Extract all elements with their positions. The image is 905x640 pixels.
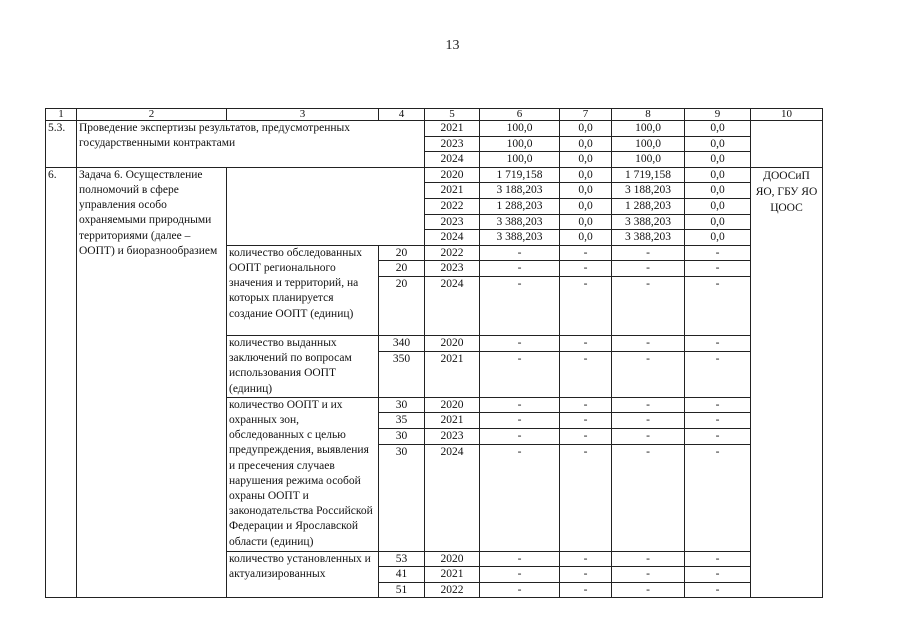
dash-cell: - — [685, 397, 751, 413]
page-number: 13 — [445, 38, 460, 53]
amount-cell: 100,0 — [480, 152, 560, 168]
indicator-value: 51 — [379, 582, 425, 598]
dash-cell: - — [685, 444, 751, 551]
indicator-value: 35 — [379, 413, 425, 429]
indicator-value: 20 — [379, 261, 425, 277]
dash-cell: - — [560, 567, 612, 583]
dash-cell: - — [685, 261, 751, 277]
year-cell: 2020 — [425, 551, 480, 567]
year-cell: 2024 — [425, 444, 480, 551]
dash-cell: - — [560, 428, 612, 444]
dash-cell: - — [685, 567, 751, 583]
indicator-value: 20 — [379, 276, 425, 335]
year-cell: 2023 — [425, 261, 480, 277]
dash-cell: - — [480, 444, 560, 551]
column-number: 4 — [379, 109, 425, 121]
dash-cell: - — [560, 397, 612, 413]
dash-cell: - — [480, 352, 560, 397]
dash-cell: - — [685, 245, 751, 261]
amount-cell: 3 388,203 — [612, 214, 685, 230]
indicator-value: 340 — [379, 335, 425, 351]
amount-cell: 0,0 — [560, 167, 612, 183]
dash-cell: - — [560, 245, 612, 261]
dash-cell: - — [480, 428, 560, 444]
amount-cell: 1 288,203 — [480, 198, 560, 214]
dash-cell: - — [480, 261, 560, 277]
year-cell: 2021 — [425, 352, 480, 397]
amount-cell: 0,0 — [685, 121, 751, 137]
dash-cell: - — [560, 582, 612, 598]
column-number: 10 — [751, 109, 823, 121]
year-cell: 2022 — [425, 582, 480, 598]
amount-cell: 0,0 — [685, 136, 751, 152]
dash-cell: - — [480, 551, 560, 567]
dash-cell: - — [560, 551, 612, 567]
year-cell: 2022 — [425, 198, 480, 214]
year-cell: 2020 — [425, 335, 480, 351]
dash-cell: - — [612, 261, 685, 277]
dash-cell: - — [685, 551, 751, 567]
amount-cell: 0,0 — [560, 183, 612, 199]
amount-cell: 1 719,158 — [480, 167, 560, 183]
column-number: 1 — [46, 109, 77, 121]
amount-cell: 3 188,203 — [480, 183, 560, 199]
program-table — [45, 108, 823, 598]
amount-cell: 0,0 — [685, 152, 751, 168]
dash-cell: - — [685, 582, 751, 598]
table-row — [46, 167, 823, 183]
year-cell: 2021 — [425, 183, 480, 199]
year-cell: 2021 — [425, 121, 480, 137]
activity-title: Проведение экспертизы результатов, предусмотренных государственными контрактами — [77, 121, 425, 168]
dash-cell: - — [480, 245, 560, 261]
amount-cell: 0,0 — [685, 198, 751, 214]
executor-cell: ДООСиП ЯО, ГБУ ЯО ЦООС — [751, 167, 823, 598]
column-number: 2 — [77, 109, 227, 121]
year-cell: 2023 — [425, 214, 480, 230]
indicator-label: количество выданных заключений по вопросам использования ООПТ (единиц) — [227, 335, 379, 397]
year-cell: 2020 — [425, 397, 480, 413]
dash-cell: - — [685, 428, 751, 444]
dash-cell: - — [612, 428, 685, 444]
indicator-label: количество обследованных ООПТ регионального значения и территорий, на которых планируется создание ООПТ (единиц) — [227, 245, 379, 335]
amount-cell: 100,0 — [612, 136, 685, 152]
amount-cell: 0,0 — [685, 230, 751, 246]
dash-cell: - — [612, 444, 685, 551]
amount-cell: 0,0 — [560, 152, 612, 168]
amount-cell: 3 188,203 — [612, 183, 685, 199]
row-number: 5.3. — [46, 121, 77, 168]
indicator-value: 53 — [379, 551, 425, 567]
dash-cell: - — [560, 352, 612, 397]
dash-cell: - — [612, 582, 685, 598]
dash-cell: - — [560, 444, 612, 551]
indicator-value: 41 — [379, 567, 425, 583]
task-title: Задача 6. Осуществление полномочий в сфере управления особо охраняемыми природными территориями (далее – ООПТ) и биоразнообразием — [77, 167, 227, 598]
dash-cell: - — [560, 335, 612, 351]
dash-cell: - — [480, 335, 560, 351]
column-number: 5 — [425, 109, 480, 121]
dash-cell: - — [560, 413, 612, 429]
indicator-label: количество установленных и актуализированных — [227, 551, 379, 598]
column-number-row — [46, 109, 823, 121]
dash-cell: - — [560, 276, 612, 335]
dash-cell: - — [685, 413, 751, 429]
indicator-value: 30 — [379, 444, 425, 551]
amount-cell: 0,0 — [560, 121, 612, 137]
column-number: 8 — [612, 109, 685, 121]
year-cell: 2023 — [425, 136, 480, 152]
year-cell: 2021 — [425, 567, 480, 583]
amount-cell: 0,0 — [560, 230, 612, 246]
amount-cell: 0,0 — [560, 214, 612, 230]
year-cell: 2021 — [425, 413, 480, 429]
amount-cell: 100,0 — [480, 121, 560, 137]
column-number: 7 — [560, 109, 612, 121]
year-cell: 2024 — [425, 152, 480, 168]
dash-cell: - — [685, 335, 751, 351]
year-cell: 2023 — [425, 428, 480, 444]
amount-cell: 100,0 — [612, 121, 685, 137]
dash-cell: - — [612, 276, 685, 335]
dash-cell: - — [612, 245, 685, 261]
dash-cell: - — [612, 397, 685, 413]
dash-cell: - — [560, 261, 612, 277]
dash-cell: - — [612, 335, 685, 351]
dash-cell: - — [612, 352, 685, 397]
amount-cell: 0,0 — [685, 214, 751, 230]
column-number: 6 — [480, 109, 560, 121]
dash-cell: - — [685, 276, 751, 335]
amount-cell: 3 388,203 — [612, 230, 685, 246]
amount-cell: 100,0 — [612, 152, 685, 168]
row-number: 6. — [46, 167, 77, 598]
executor-cell — [751, 121, 823, 168]
year-cell: 2024 — [425, 276, 480, 335]
year-cell: 2020 — [425, 167, 480, 183]
amount-cell: 0,0 — [685, 167, 751, 183]
amount-cell: 3 388,203 — [480, 214, 560, 230]
dash-cell: - — [480, 567, 560, 583]
dash-cell: - — [612, 567, 685, 583]
year-cell: 2022 — [425, 245, 480, 261]
dash-cell: - — [480, 276, 560, 335]
dash-cell: - — [685, 352, 751, 397]
dash-cell: - — [480, 397, 560, 413]
dash-cell: - — [480, 413, 560, 429]
year-cell: 2024 — [425, 230, 480, 246]
dash-cell: - — [612, 413, 685, 429]
amount-cell: 0,0 — [560, 136, 612, 152]
dash-cell: - — [480, 582, 560, 598]
amount-cell: 100,0 — [480, 136, 560, 152]
indicator-value: 350 — [379, 352, 425, 397]
amount-cell: 0,0 — [560, 198, 612, 214]
empty-cell — [227, 167, 425, 245]
amount-cell: 3 388,203 — [480, 230, 560, 246]
column-number: 9 — [685, 109, 751, 121]
amount-cell: 1 288,203 — [612, 198, 685, 214]
dash-cell: - — [612, 551, 685, 567]
amount-cell: 1 719,158 — [612, 167, 685, 183]
indicator-label: количество ООПТ и их охранных зон, обследованных с целью предупреждения, выявления и пресечения случаев нарушения режима особой охраны ООПТ и законодательства Российской Федерации и Ярославской области (единиц) — [227, 397, 379, 551]
indicator-value: 20 — [379, 245, 425, 261]
indicator-value: 30 — [379, 397, 425, 413]
table-row — [46, 121, 823, 137]
amount-cell: 0,0 — [685, 183, 751, 199]
indicator-value: 30 — [379, 428, 425, 444]
column-number: 3 — [227, 109, 379, 121]
